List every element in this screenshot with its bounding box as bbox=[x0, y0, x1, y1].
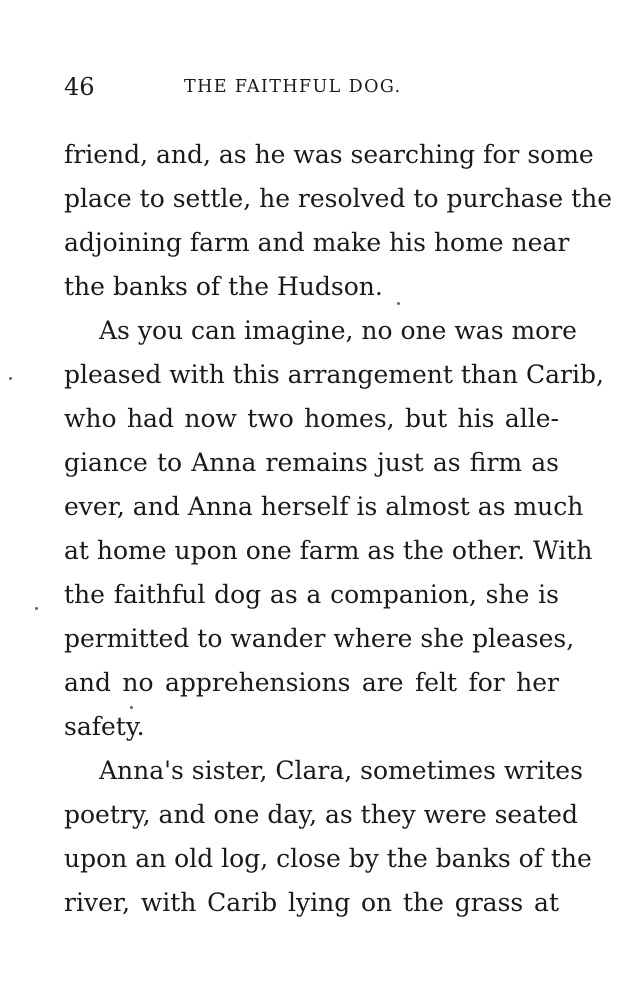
page-number: 46 bbox=[64, 73, 95, 101]
text-line: at home upon one farm as the other. With bbox=[64, 536, 593, 565]
text-line: place to settle, he resolved to purchase the bbox=[64, 184, 613, 213]
print-speck bbox=[9, 377, 12, 380]
paragraph-start-line: As you can imagine, no one was more bbox=[99, 316, 577, 345]
text-line: pleased with this arrangement than Carib, bbox=[64, 360, 604, 389]
text-line: permitted to wander where she pleases, bbox=[64, 624, 575, 653]
text-line: safety. bbox=[64, 712, 145, 741]
text-line: who had now two homes, but his alle- bbox=[64, 404, 559, 433]
text-line: friend, and, as he was searching for some bbox=[64, 140, 594, 169]
text-line: adjoining farm and make his home near bbox=[64, 228, 570, 257]
print-speck bbox=[130, 706, 133, 709]
text-line: and no apprehensions are felt for her bbox=[64, 668, 559, 697]
running-title: THE FAITHFUL DOG. bbox=[184, 77, 402, 97]
text-line: upon an old log, close by the banks of the bbox=[64, 844, 592, 873]
text-line: poetry, and one day, as they were seated bbox=[64, 800, 578, 829]
text-line: ever, and Anna herself is almost as much bbox=[64, 492, 584, 521]
print-speck bbox=[397, 302, 400, 305]
text-line: the faithful dog as a companion, she is bbox=[64, 580, 559, 609]
page-header bbox=[64, 70, 559, 104]
text-line: giance to Anna remains just as firm as bbox=[64, 448, 559, 477]
text-line: river, with Carib lying on the grass at bbox=[64, 888, 559, 917]
text-line: the banks of the Hudson. bbox=[64, 272, 383, 301]
paragraph-start-line: Anna's sister, Clara, sometimes writes bbox=[99, 756, 583, 785]
print-speck bbox=[35, 607, 38, 610]
